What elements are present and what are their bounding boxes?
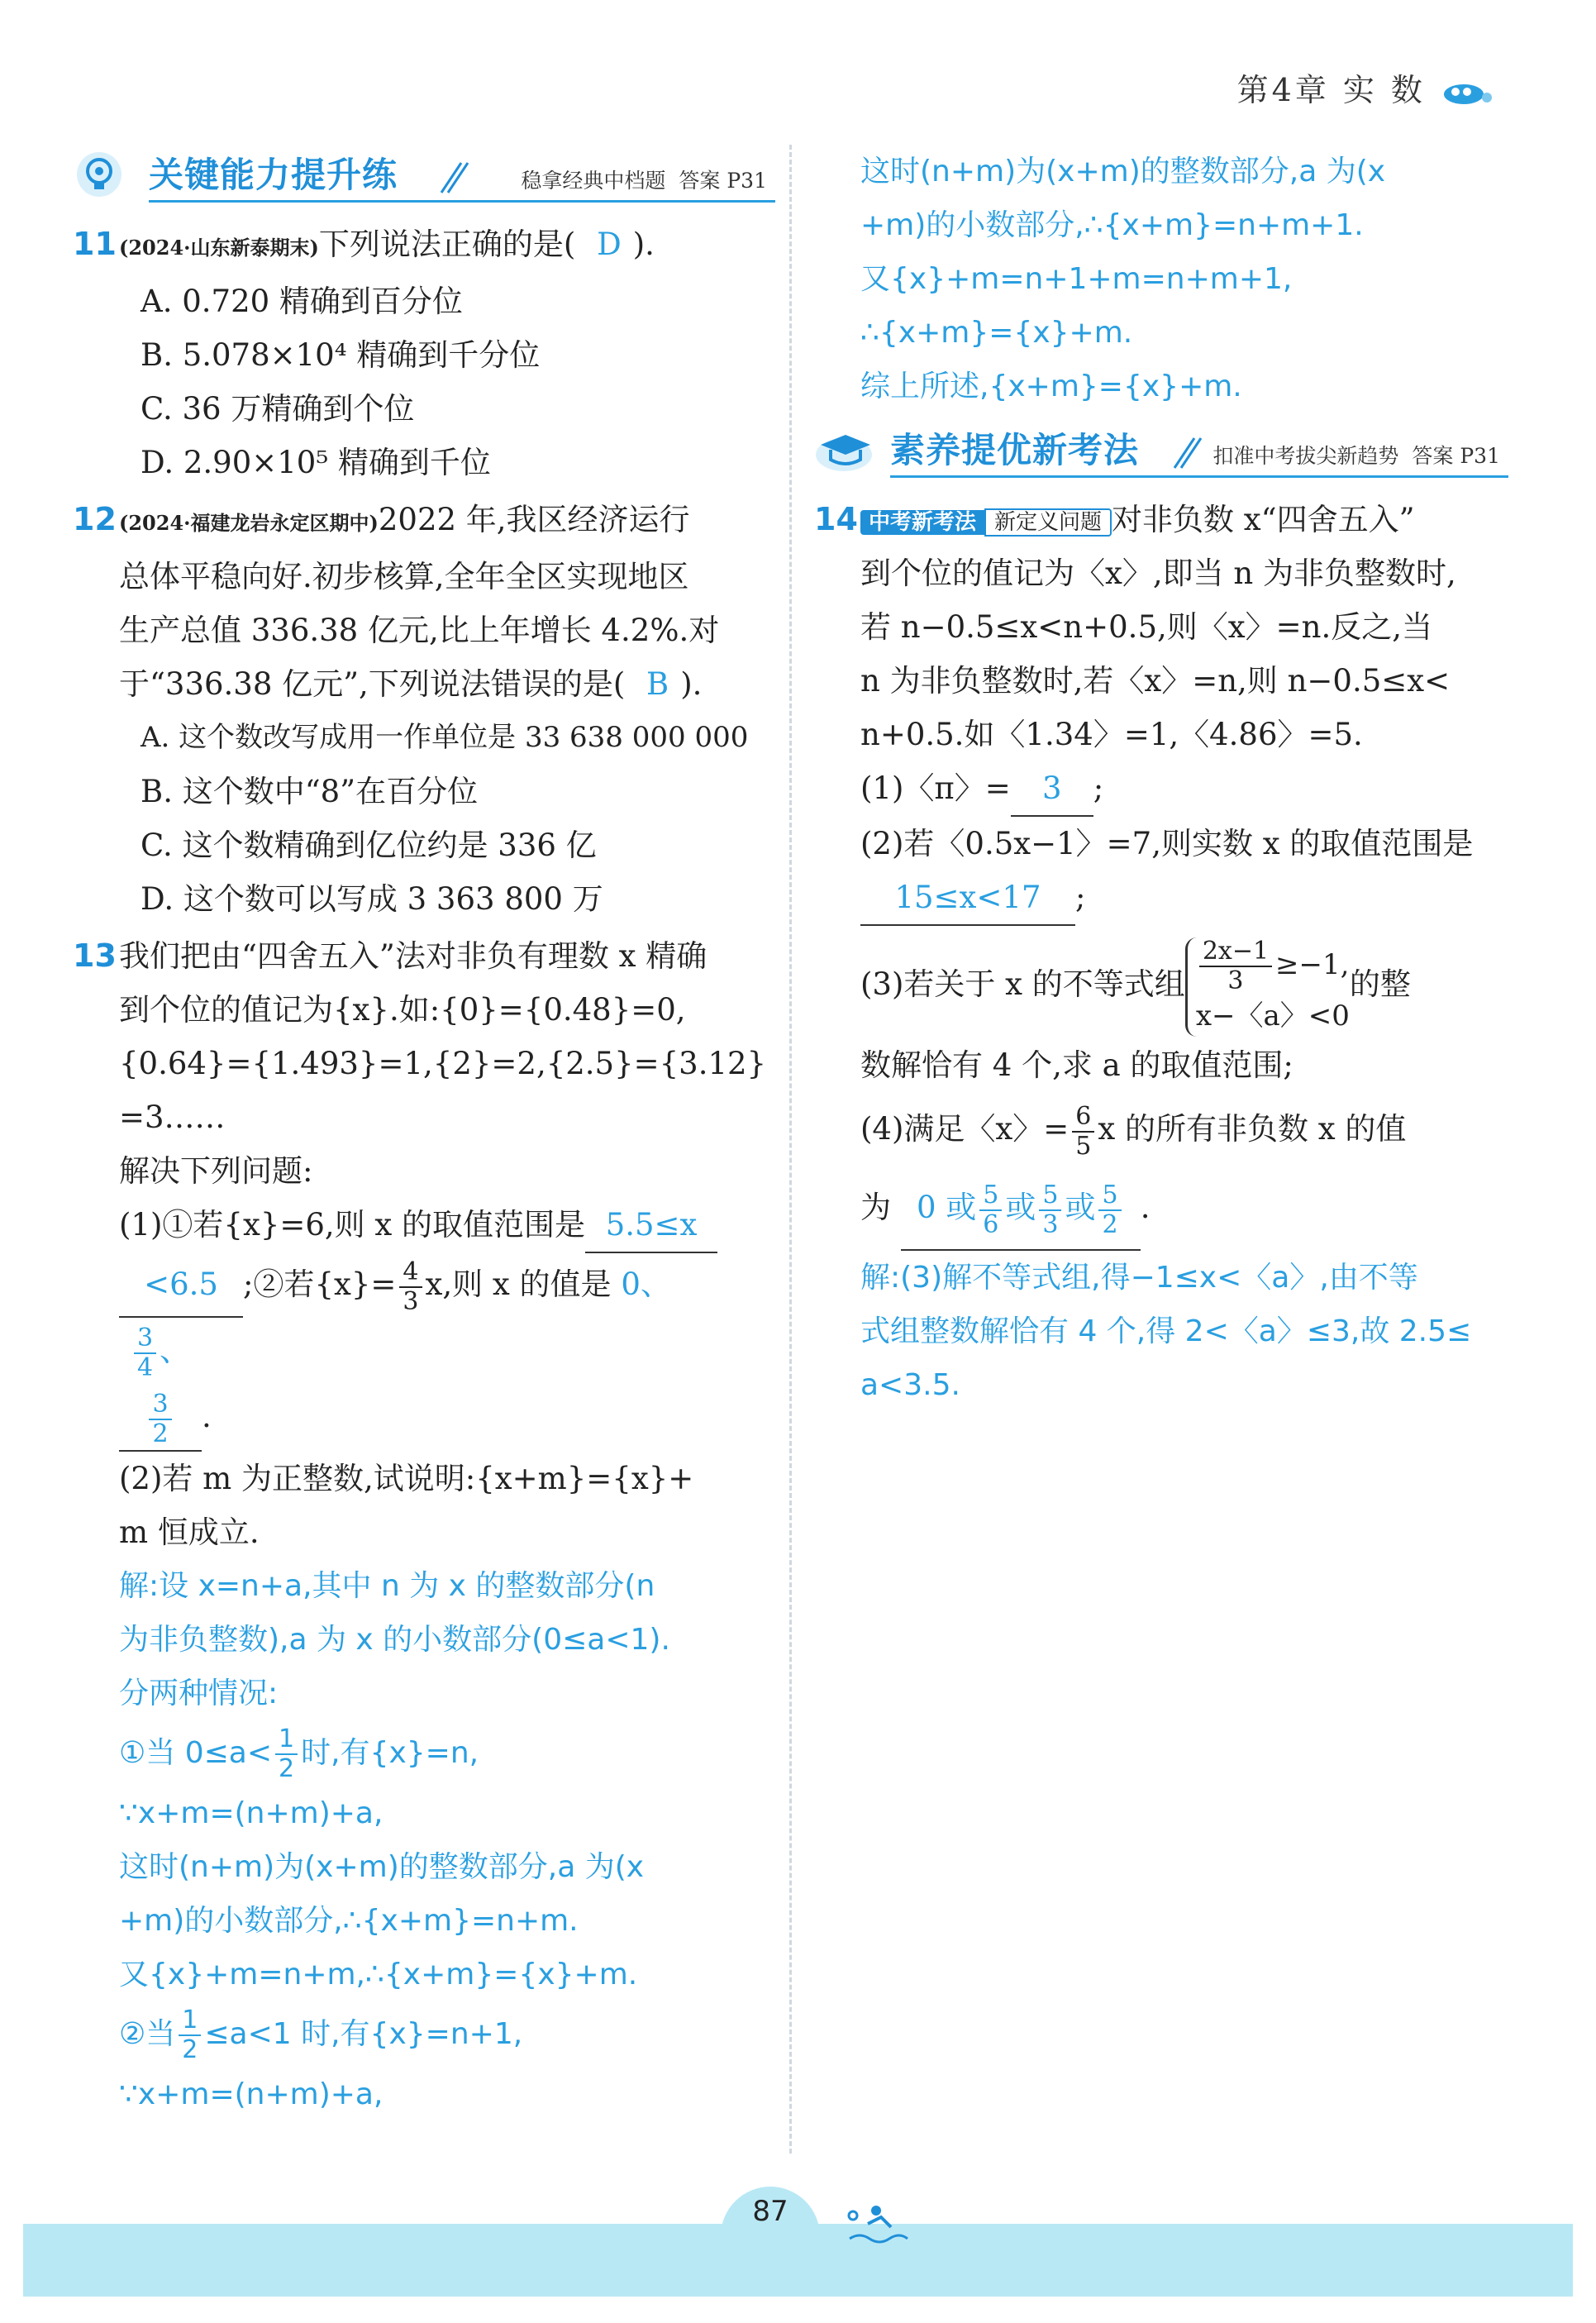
chapter-decoration-icon	[1439, 79, 1497, 107]
problem-number: 12	[73, 501, 117, 537]
problem-line: 生产总值 336.38 亿元,比上年增长 4.2%.对	[119, 613, 720, 648]
answer-1a-part2: <6.5	[119, 1253, 243, 1318]
problem-line: n 为非负整数时,若〈x〉=n,则 n−0.5≤x<	[860, 663, 1451, 699]
answer-1b-part1: 0、	[621, 1266, 671, 1302]
question-1b: ;②若{x}=	[243, 1266, 397, 1302]
question-1a: (1)①若{x}=6,则 x 的取值范围是	[119, 1207, 586, 1243]
column-divider	[789, 145, 792, 2154]
solution-13	[119, 1559, 775, 2121]
option-b: B. 这个数中“8”在百分位	[141, 774, 479, 809]
slash-decoration-icon	[436, 160, 469, 196]
question-2-line1: (2)若 m 为正整数,试说明:{x+m}={x}+	[119, 1461, 694, 1496]
answer-reference: 答案 P31	[679, 169, 767, 193]
page-number: 87	[752, 2195, 788, 2228]
section-underline	[890, 475, 1508, 478]
section-underline	[149, 200, 775, 203]
case-2-end: ≤a<1 时,有{x}=n+1,	[204, 2017, 523, 2051]
problem-line: 我们把由“四舍五入”法对非负有理数 x 精确	[119, 938, 707, 974]
fraction: $\frac{4}{3}$	[399, 1258, 422, 1316]
tag-new-definition: 新定义问题	[984, 508, 1112, 537]
case-1: ①当 0≤a<	[119, 1736, 273, 1770]
solution-line: ∵x+m=(n+m)+a,	[119, 1796, 384, 1830]
problem-line: 到个位的值记为〈x〉,即当 n 为非负整数时,	[860, 556, 1456, 591]
inequality-system: $\frac{2x-1}{3}$ ≥−1, x−〈a〉<0	[1185, 937, 1350, 1037]
case-1-end: 时,有{x}=n,	[301, 1736, 479, 1770]
fraction: $\frac{6}{5}$	[1072, 1103, 1094, 1161]
answer-1a-part1: 5.5≤x	[585, 1198, 717, 1253]
question-2: (2)若〈0.5x−1〉=7,则实数 x 的取值范围是	[860, 826, 1474, 861]
section-subtitle-text: 稳拿经典中档题	[521, 169, 666, 193]
solution-13-continued	[814, 145, 1508, 413]
stem-end: ).	[680, 666, 703, 702]
problem-number: 13	[73, 937, 117, 974]
section-subtitle	[1212, 440, 1500, 470]
problem-source: (2024·福建龙岩永定区期中)	[119, 511, 379, 535]
problem-14: 14 中考新考法 新定义问题 对非负数 x“四舍五入” 到个位的值记为〈x〉,即当 n 为非负整数时, 若 n−0.5≤x<n+0.5,则〈x〉=n.反之,当 n 为非负整数时,若〈x〉=n,则 n−0.5≤x< n+0.5.如〈1.34〉=1,〈4.86〉=5. (1)〈π〉= 3 ; (2)若〈0.5x−1〉=7,则实数 x 的取值范围是 15≤x<17 ; (3)若关于 x 的不等式组 $\frac{2x-1}{3}$ ≥−1, x−〈a〉<0 的整 数解恰有 4 个,求 a 的取值范围; (4)满足〈x〉= $\frac{6}{5}$ x 的所有非负数 x 的值 为 0 或 $\frac{5}{6}$ 或 $\frac{5}{3}$ 或 $\frac{5}{2}$ . 解:(3)解不等式组,得−1≤x<〈a〉,由不等 式组整数解恰有 4 个,得 2<〈a〉≤3,故 2.5≤ a<3.5.	[814, 493, 1508, 1412]
solution-14	[860, 1251, 1508, 1412]
question-2-line2: m 恒成立.	[119, 1514, 260, 1550]
problem-line: 总体平稳向好.初步核算,全年全区实现地区	[119, 559, 689, 594]
solution-line: 解:设 x=n+a,其中 n 为 x 的整数部分(n	[119, 1569, 655, 1603]
question-3: (3)若关于 x 的不等式组	[860, 966, 1185, 1002]
problem-source: (2024·山东新泰期末)	[119, 236, 319, 260]
problem-line: 于“336.38 亿元”,下列说法错误的是(	[119, 666, 626, 702]
problem-stem: 下列说法正确的是(	[318, 227, 576, 262]
problem-number: 11	[73, 226, 117, 262]
problem-line: 若 n−0.5≤x<n+0.5,则〈x〉=n.反之,当	[860, 609, 1432, 645]
problem-line: 2022 年,我区经济运行	[378, 502, 690, 537]
solution-line: 这时(n+m)为(x+m)的整数部分,a 为(x	[119, 1850, 645, 1884]
problem-tag	[860, 506, 1112, 539]
solution-line: 式组整数解恰有 4 个,得 2<〈a〉≤3,故 2.5≤	[860, 1314, 1472, 1348]
problem-line: 到个位的值记为{x}.如:{0}={0.48}=0,	[119, 992, 686, 1028]
question-1b-end: x,则 x 的值是	[425, 1266, 612, 1302]
answer-1b-part2: $\frac{3}{4}$ 、 $\frac{3}{2}$	[119, 1318, 202, 1452]
case-2: ②当	[119, 2017, 176, 2051]
running-head	[1237, 64, 1497, 110]
option-c: C. 这个数精确到亿位约是 336 亿	[141, 828, 597, 863]
answer-choice: D	[597, 227, 622, 262]
answer-choice: B	[646, 666, 669, 702]
solution-line: 分两种情况:	[119, 1677, 279, 1710]
option-c: C. 36 万精确到个位	[141, 391, 415, 427]
fraction: $\frac{1}{2}$	[179, 2006, 201, 2064]
answer-1: 3	[1011, 761, 1093, 817]
question-3-end: 数解恰有 4 个,求 a 的取值范围;	[860, 1047, 1293, 1083]
problem-11	[73, 217, 775, 489]
answer-2: 15≤x<17	[860, 871, 1075, 926]
solution-line: ∵x+m=(n+m)+a,	[119, 2077, 384, 2111]
fraction: $\frac{1}{2}$	[275, 1725, 298, 1783]
solution-line: 又{x}+m=n+1+m=n+m+1,	[860, 262, 1293, 296]
section-header-key-ability	[73, 145, 775, 203]
option-b: B. 5.078×10⁴ 精确到千分位	[141, 337, 541, 373]
chapter-title: 第4章 实 数	[1236, 72, 1426, 108]
answer-4: 0 或 $\frac{5}{6}$ 或 $\frac{5}{3}$ 或 $\frac{5}{2}$	[901, 1166, 1141, 1251]
problem-line: 对非负数 x“四舍五入”	[1112, 502, 1415, 537]
problem-line: =3……	[119, 1099, 226, 1135]
answer-reference: 答案 P31	[1412, 444, 1500, 468]
option-d: D. 2.90×10⁵ 精确到千位	[141, 445, 491, 480]
problem-12	[73, 493, 775, 926]
problem-13: 13 我们把由“四舍五入”法对非负有理数 x 精确 到个位的值记为{x}.如:{0}={0.48}=0, {0.64}={1.493}=1,{2}=2,{2.5}={3.12} =3…… 解决下列问题: (1)①若{x}=6,则 x 的取值范围是 5.5≤x <6.5 ;②若{x}= $\frac{4}{3}$ x,则 x 的值是 0、 $\frac{3}{4}$ 、 $\frac{3}{2}$ . (2)若 m 为正整数,试说明:{x+m}={x}+ m 恒成立. 解:设 x=n+a,其中 n 为 x 的整数部分(n 为非负整数),a 为 x 的小数部分(0≤a<1). 分两种情况: ①当 0≤a< $\frac{1}{2}$ 时,有{x}=n, ∵x+m=(n+m)+a, 这时(n+m)为(x+m)的整数部分,a 为(x +m)的小数部分,∴{x+m}=n+m. 又{x}+m=n+m,∴{x+m}={x}+m. ②当 $\frac{1}{2}$ ≤a<1 时,有{x}=n+1, ∵x+m=(n+m)+a,	[73, 929, 775, 2121]
problem-line: n+0.5.如〈1.34〉=1,〈4.86〉=5.	[860, 717, 1363, 752]
problem-number: 14	[814, 501, 858, 537]
left-column	[73, 145, 775, 2121]
solution-line: ∴{x+m}={x}+m.	[860, 316, 1133, 350]
section-subtitle-text: 扣准中考拔尖新趋势	[1212, 444, 1399, 468]
section-title: 素养提优新考法	[890, 430, 1140, 470]
section-header-literacy	[814, 420, 1508, 478]
tag-new-method: 中考新考法	[860, 510, 984, 535]
option-a: A. 0.720 精确到百分位	[141, 284, 463, 319]
solution-line: 解:(3)解不等式组,得−1≤x<〈a〉,由不等	[860, 1261, 1418, 1295]
solution-line: +m)的小数部分,∴{x+m}=n+m+1.	[860, 208, 1364, 242]
problem-line: 解决下列问题:	[119, 1153, 313, 1189]
slash-decoration-icon	[1170, 435, 1203, 471]
question-4: (4)满足〈x〉=	[860, 1111, 1070, 1147]
option-d: D. 这个数可以写成 3 363 800 万	[141, 881, 603, 917]
question-1: (1)〈π〉=	[860, 770, 1011, 806]
solution-line: 又{x}+m=n+m,∴{x+m}={x}+m.	[119, 1958, 638, 1991]
stem-end: ).	[632, 227, 655, 262]
swimmer-icon	[843, 2199, 909, 2249]
section-title: 关键能力提升练	[149, 155, 398, 195]
section-subtitle	[521, 165, 767, 194]
solution-line: 这时(n+m)为(x+m)的整数部分,a 为(x	[860, 155, 1386, 188]
solution-line: a<3.5.	[860, 1368, 960, 1402]
solution-line: 为非负整数),a 为 x 的小数部分(0≤a<1).	[119, 1623, 670, 1657]
right-column	[814, 145, 1508, 1412]
solution-line: 综上所述,{x+m}={x}+m.	[860, 370, 1242, 403]
solution-line: +m)的小数部分,∴{x+m}=n+m.	[119, 1904, 579, 1938]
problem-line: {0.64}={1.493}=1,{2}=2,{2.5}={3.12}	[119, 1046, 767, 1081]
option-a: A. 这个数改写成用一作单位是 33 638 000 000	[141, 721, 749, 754]
graduation-cap-icon	[814, 425, 879, 475]
lightbulb-gear-icon	[73, 150, 137, 199]
